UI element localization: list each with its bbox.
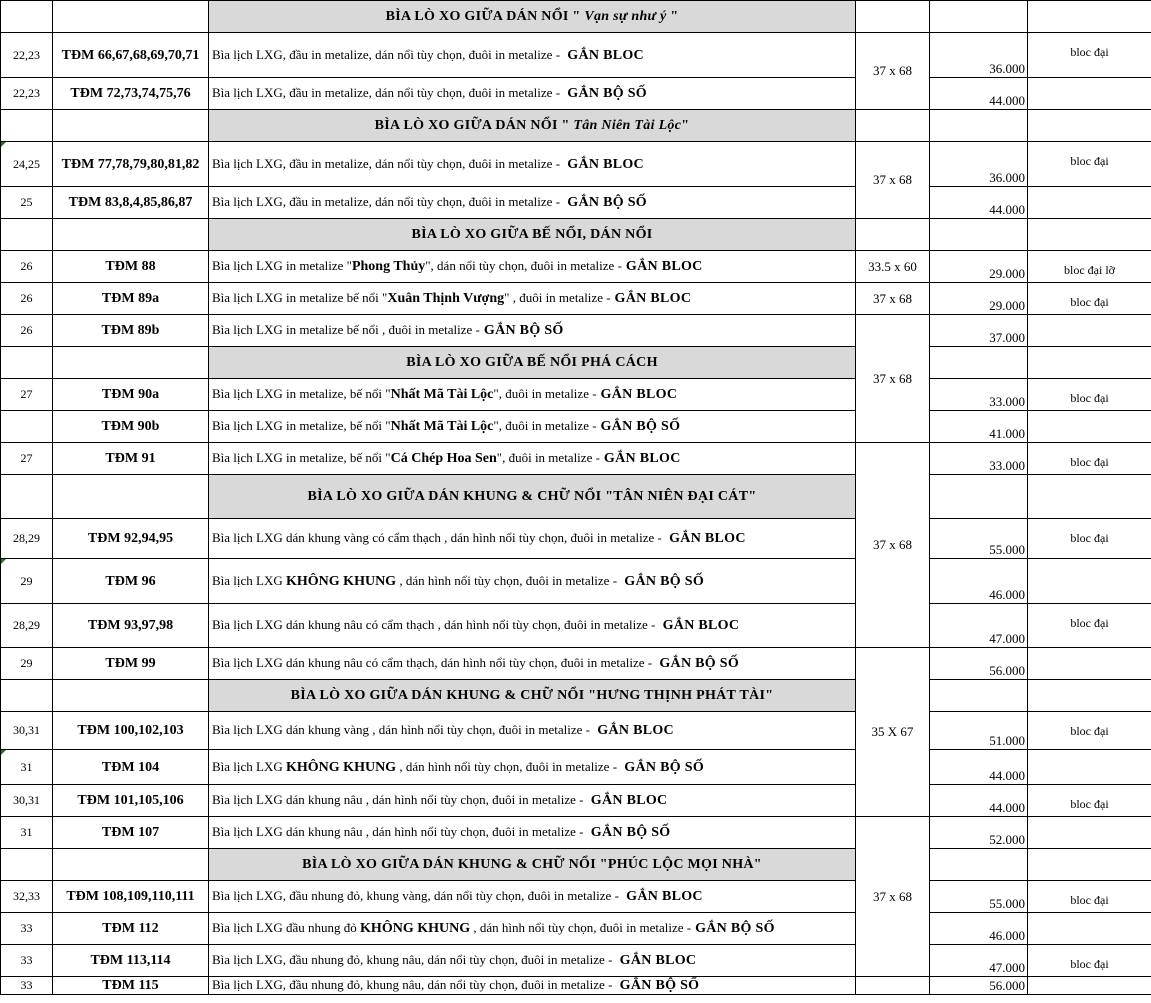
attachment-label: GẮN BLOC	[600, 387, 678, 402]
price-cell: 47.000	[930, 604, 1028, 648]
product-description	[209, 648, 856, 680]
section-row	[1, 1, 1151, 33]
description-text: Bìa lịch LXG in metalize bế nổi , đuôi in metalize -	[212, 322, 480, 337]
section-row	[1, 219, 1151, 251]
description-text: Bìa lịch LXG, đầu in metalize, dán nổi tùy chọn, đuôi in metalize -	[212, 155, 564, 171]
size-cell	[856, 110, 930, 142]
attachment-label: GẮN BỘ SỐ	[567, 195, 647, 210]
note-cell	[1028, 817, 1151, 849]
product-description	[209, 315, 856, 347]
note-cell	[1028, 411, 1151, 443]
description-bold: Nhất Mã Tài Lộc	[390, 419, 494, 434]
table-row	[1, 33, 1151, 78]
table-row	[1, 251, 1151, 283]
table-row	[1, 187, 1151, 219]
description-bold: Phong Thủy	[351, 259, 426, 274]
product-description	[209, 379, 856, 411]
section-title-prefix: BÌA LÒ XO GIỮA BẾ NỔI, DÁN NỔI	[411, 226, 653, 242]
price-cell: 33.000	[930, 443, 1028, 475]
price-cell: 44.000	[930, 187, 1028, 219]
size-cell: 37 x 68	[856, 443, 930, 648]
code-cell	[53, 849, 209, 881]
product-description	[209, 519, 856, 559]
page-number: 24,25	[1, 142, 53, 187]
note-cell	[1028, 1, 1151, 33]
note-cell	[1028, 648, 1151, 680]
size-cell: 37 x 68	[856, 142, 930, 219]
page-number: 26	[1, 283, 53, 315]
page-number: 22,23	[1, 33, 53, 78]
note-cell: bloc đại	[1028, 881, 1151, 913]
section-title-prefix: BÌA LÒ XO GIỮA DÁN NỔI "	[374, 117, 574, 133]
section-title-prefix: BÌA LÒ XO GIỮA DÁN KHUNG & CHỮ NỔI "TÂN NIÊN ĐẠI CÁT"	[307, 488, 757, 504]
page-number: 33	[1, 977, 53, 995]
size-cell	[856, 977, 930, 995]
description-text: Bìa lịch LXG in metalize, bế nổi "	[212, 450, 391, 465]
attachment-label: GẮN BLOC	[603, 451, 681, 466]
page-number: 26	[1, 315, 53, 347]
product-description	[209, 913, 856, 945]
page-number: 29	[1, 648, 53, 680]
description-text: Bìa lịch LXG in metalize "	[212, 258, 352, 273]
price-cell: 55.000	[930, 881, 1028, 913]
table-row	[1, 881, 1151, 913]
price-cell: 29.000	[930, 251, 1028, 283]
description-text-tail: ", dán nổi tùy chọn, đuôi in metalize -	[425, 258, 622, 273]
section-row	[1, 849, 1151, 881]
product-description	[209, 559, 856, 604]
size-cell	[856, 1, 930, 33]
product-description	[209, 78, 856, 110]
table-row	[1, 78, 1151, 110]
description-bold: Xuân Thịnh Vượng	[387, 291, 505, 306]
size-cell: 37 x 68	[856, 33, 930, 110]
section-title-prefix: BÌA LÒ XO GIỮA DÁN KHUNG & CHỮ NỔI "PHÚC LỘC MỌI NHÀ"	[302, 856, 762, 872]
attachment-label: GẮN BỘ SỐ	[567, 86, 647, 101]
note-cell: bloc đại	[1028, 785, 1151, 817]
attachment-label: GẮN BLOC	[567, 47, 644, 63]
description-text-tail: , dán hình nổi tùy chọn, đuôi in metalize -	[396, 758, 621, 774]
table-row	[1, 142, 1151, 187]
table-row	[1, 315, 1151, 347]
product-description	[209, 411, 856, 443]
attachment-label: GẮN BỘ SỐ	[659, 656, 740, 671]
size-cell: 37 x 68	[856, 315, 930, 443]
table-row	[1, 559, 1151, 604]
page-number: 27	[1, 379, 53, 411]
table-row	[1, 648, 1151, 680]
product-code: TĐM 96	[53, 559, 209, 604]
note-cell: bloc đại	[1028, 443, 1151, 475]
product-code: TĐM 90a	[53, 379, 209, 411]
product-code: TĐM 92,94,95	[53, 519, 209, 559]
code-cell	[53, 110, 209, 142]
price-cell: 29.000	[930, 283, 1028, 315]
product-code: TĐM 108,109,110,111	[53, 881, 209, 913]
description-text: Bìa lịch LXG dán khung vàng , dán hình nổi tùy chọn, đuôi in metalize -	[212, 722, 594, 737]
page-number: 32,33	[1, 881, 53, 913]
price-cell	[1028, 475, 1151, 519]
note-cell	[1028, 110, 1151, 142]
note-cell	[1028, 219, 1151, 251]
price-cell: 56.000	[930, 977, 1028, 995]
page-cell	[1, 475, 53, 519]
note-cell: bloc đại	[1028, 283, 1151, 315]
description-text: Bìa lịch LXG dán khung nâu có cẩm thạch, dán hình nổi tùy chọn, đuôi in metalize -	[212, 655, 656, 670]
note-cell: bloc đại	[1028, 142, 1151, 187]
table-row	[1, 519, 1151, 559]
section-title-italic: Tân Niên Tài Lộc	[573, 117, 682, 133]
table-row	[1, 785, 1151, 817]
page-number: 22,23	[1, 78, 53, 110]
section-row	[1, 475, 1151, 519]
code-cell	[53, 1, 209, 33]
description-text-tail: " , đuôi in metalize -	[504, 290, 611, 305]
size-cell: 37 x 68	[856, 283, 930, 315]
description-bold: Cá Chép Hoa Sen	[390, 451, 497, 466]
section-title-italic: Vạn sự như ý	[584, 8, 667, 24]
page-number: 31	[1, 817, 53, 849]
section-row	[1, 680, 1151, 712]
product-code: TĐM 77,78,79,80,81,82	[53, 142, 209, 187]
price-cell: 36.000	[930, 33, 1028, 78]
attachment-label: GẮN BLOC	[614, 291, 692, 306]
size-cell	[930, 347, 1028, 379]
description-text-tail: , dán hình nổi tùy chọn, đuôi in metalize -	[470, 920, 692, 935]
product-code: TĐM 90b	[53, 411, 209, 443]
page-cell	[1, 219, 53, 251]
size-cell	[930, 680, 1028, 712]
section-title-prefix: BÌA LÒ XO GIỮA BẾ NỔI PHÁ CÁCH	[406, 354, 658, 370]
product-code: TĐM 93,97,98	[53, 604, 209, 648]
section-title	[209, 347, 856, 379]
product-code: TĐM 89b	[53, 315, 209, 347]
description-text: Bìa lịch LXG đầu nhung đỏ	[212, 920, 361, 935]
table-row	[1, 977, 1151, 995]
description-text: Bìa lịch LXG, đầu in metalize, dán nổi tùy chọn, đuôi in metalize -	[212, 194, 564, 209]
product-code: TĐM 101,105,106	[53, 785, 209, 817]
price-cell: 37.000	[930, 315, 1028, 347]
description-text-tail: , dán hình nổi tùy chọn, đuôi in metalize -	[396, 572, 621, 588]
description-text: Bìa lịch LXG dán khung vàng có cẩm thạch , dán hình nổi tùy chọn, đuôi in metalize -	[212, 530, 666, 545]
price-cell: 51.000	[930, 712, 1028, 750]
table-row	[1, 913, 1151, 945]
attachment-label: GẮN BLOC	[619, 953, 697, 968]
attachment-label: GẮN BỘ SỐ	[619, 978, 700, 993]
description-bold: KHÔNG KHUNG	[286, 759, 397, 775]
product-code: TĐM 107	[53, 817, 209, 849]
table-row	[1, 379, 1151, 411]
page-number: 31	[1, 750, 53, 785]
product-description	[209, 817, 856, 849]
note-cell: bloc đại	[1028, 379, 1151, 411]
note-cell: bloc đại	[1028, 33, 1151, 78]
section-title	[209, 680, 856, 712]
page-number: 33	[1, 945, 53, 977]
price-cell	[1028, 347, 1151, 379]
note-cell	[1028, 315, 1151, 347]
product-code: TĐM 83,8,4,85,86,87	[53, 187, 209, 219]
attachment-label: GẮN BLOC	[626, 889, 703, 904]
table-row	[1, 945, 1151, 977]
price-cell: 52.000	[930, 817, 1028, 849]
description-text: Bìa lịch LXG in metalize, bế nổi "	[212, 386, 391, 401]
section-row	[1, 110, 1151, 142]
size-cell	[930, 475, 1028, 519]
note-cell: bloc đại	[1028, 945, 1151, 977]
page-number: 28,29	[1, 604, 53, 648]
note-cell: bloc đại	[1028, 519, 1151, 559]
product-description	[209, 142, 856, 187]
product-code: TĐM 66,67,68,69,70,71	[53, 33, 209, 78]
table-row	[1, 283, 1151, 315]
description-bold: Nhất Mã Tài Lộc	[390, 387, 494, 402]
page-cell	[1, 110, 53, 142]
attachment-label: GẮN BLOC	[669, 531, 746, 546]
section-title-prefix: BÌA LÒ XO GIỮA DÁN NỔI "	[385, 8, 585, 24]
section-title	[209, 475, 856, 519]
description-text: Bìa lịch LXG, đầu in metalize, dán nổi tùy chọn, đuôi in metalize -	[212, 85, 564, 100]
product-description	[209, 945, 856, 977]
page-number: 28,29	[1, 519, 53, 559]
product-code: TĐM 115	[53, 977, 209, 995]
attachment-label: GẮN BỘ SỐ	[600, 419, 681, 434]
code-cell	[53, 475, 209, 519]
price-cell: 33.000	[930, 379, 1028, 411]
note-cell: bloc đại lỡ	[1028, 251, 1151, 283]
note-cell	[1028, 187, 1151, 219]
price-cell: 44.000	[930, 78, 1028, 110]
price-cell: 56.000	[930, 648, 1028, 680]
product-code: TĐM 99	[53, 648, 209, 680]
attachment-label: GẮN BỘ SỐ	[695, 921, 775, 936]
price-cell	[930, 219, 1028, 251]
product-code: TĐM 72,73,74,75,76	[53, 78, 209, 110]
code-cell	[53, 680, 209, 712]
product-description	[209, 977, 856, 995]
price-cell	[1028, 849, 1151, 881]
description-text: Bìa lịch LXG, đầu nhung đỏ, khung vàng, dán nổi tùy chọn, đuôi in metalize -	[212, 888, 623, 903]
product-code: TĐM 88	[53, 251, 209, 283]
price-cell	[1028, 680, 1151, 712]
attachment-label: GẮN BLOC	[625, 259, 703, 274]
page-cell	[1, 1, 53, 33]
description-text: Bìa lịch LXG in metalize, bế nổi "	[212, 418, 391, 433]
table-row	[1, 817, 1151, 849]
section-row	[1, 347, 1151, 379]
attachment-label: GẮN BỘ SỐ	[590, 825, 671, 840]
page-number: 27	[1, 443, 53, 475]
product-code: TĐM 104	[53, 750, 209, 785]
note-cell	[1028, 913, 1151, 945]
note-cell	[1028, 750, 1151, 785]
price-cell: 44.000	[930, 750, 1028, 785]
page-number: 33	[1, 913, 53, 945]
product-description	[209, 881, 856, 913]
description-text: Bìa lịch LXG, đầu in metalize, dán nổi tùy chọn, đuôi in metalize -	[212, 46, 564, 62]
section-title-suffix: "	[681, 117, 690, 133]
section-title	[209, 219, 856, 251]
page-number: 30,31	[1, 785, 53, 817]
size-cell: 35 X 67	[856, 648, 930, 817]
section-title-prefix: BÌA LÒ XO GIỮA DÁN KHUNG & CHỮ NỔI "HƯNG THỊNH PHÁT TÀI"	[290, 687, 774, 703]
product-code: TĐM 89a	[53, 283, 209, 315]
size-cell	[930, 849, 1028, 881]
product-description	[209, 33, 856, 78]
description-text-tail: ", đuôi in metalize -	[496, 450, 600, 465]
description-text: Bìa lịch LXG dán khung nâu có cẩm thạch , dán hình nổi tùy chọn, đuôi in metalize -	[212, 617, 659, 632]
note-cell	[1028, 559, 1151, 604]
product-code: TĐM 100,102,103	[53, 712, 209, 750]
product-code: TĐM 113,114	[53, 945, 209, 977]
price-cell: 44.000	[930, 785, 1028, 817]
description-text: Bìa lịch LXG, đầu nhung đỏ, khung nâu, dán nổi tùy chọn, đuôi in metalize -	[212, 952, 616, 967]
price-cell: 46.000	[930, 559, 1028, 604]
table-row	[1, 443, 1151, 475]
code-cell	[53, 347, 209, 379]
attachment-label: GẮN BLOC	[597, 723, 674, 738]
product-description	[209, 785, 856, 817]
product-code: TĐM 112	[53, 913, 209, 945]
description-text-tail: ", đuôi in metalize -	[493, 386, 597, 401]
description-text: Bìa lịch LXG	[212, 572, 287, 588]
table-row	[1, 712, 1151, 750]
price-cell: 47.000	[930, 945, 1028, 977]
product-description	[209, 443, 856, 475]
description-text: Bìa lịch LXG	[212, 758, 287, 774]
page-number: 30,31	[1, 712, 53, 750]
attachment-label: GẮN BỘ SỐ	[483, 323, 564, 338]
price-cell: 46.000	[930, 913, 1028, 945]
product-description	[209, 187, 856, 219]
description-bold: KHÔNG KHUNG	[286, 573, 397, 589]
description-text: Bìa lịch LXG dán khung nâu , dán hình nổi tùy chọn, đuôi in metalize -	[212, 792, 587, 807]
page-cell	[1, 347, 53, 379]
table-row	[1, 750, 1151, 785]
page-number: 26	[1, 251, 53, 283]
attachment-label: GẮN BỘ SỐ	[624, 573, 705, 589]
code-cell	[53, 219, 209, 251]
attachment-label: GẮN BLOC	[662, 618, 740, 633]
size-cell: 37 x 68	[856, 817, 930, 977]
price-cell	[930, 110, 1028, 142]
page-number	[1, 411, 53, 443]
section-title-suffix: "	[666, 8, 679, 24]
table-row	[1, 604, 1151, 648]
product-description	[209, 712, 856, 750]
table-row	[1, 411, 1151, 443]
note-cell	[1028, 977, 1151, 995]
section-title	[209, 1, 856, 33]
note-cell: bloc đại	[1028, 604, 1151, 648]
section-title	[209, 110, 856, 142]
note-cell	[1028, 78, 1151, 110]
note-cell: bloc đại	[1028, 712, 1151, 750]
price-cell	[930, 1, 1028, 33]
description-text: Bìa lịch LXG in metalize bế nổi "	[212, 290, 388, 305]
product-description	[209, 283, 856, 315]
description-text: Bìa lịch LXG dán khung nâu , dán hình nổi tùy chọn, đuôi in metalize -	[212, 824, 587, 839]
attachment-label: GẮN BỘ SỐ	[624, 759, 705, 775]
size-cell	[856, 219, 930, 251]
description-bold: KHÔNG KHUNG	[360, 921, 471, 936]
page-cell	[1, 680, 53, 712]
product-description	[209, 251, 856, 283]
attachment-label: GẮN BLOC	[590, 793, 668, 808]
size-cell: 33.5 x 60	[856, 251, 930, 283]
page-number: 29	[1, 559, 53, 604]
price-cell: 36.000	[930, 142, 1028, 187]
product-description	[209, 750, 856, 785]
page-number: 25	[1, 187, 53, 219]
description-text: Bìa lịch LXG, đầu nhung đỏ, khung nâu, dán nổi tùy chọn, đuôi in metalize -	[212, 977, 616, 992]
price-cell: 55.000	[930, 519, 1028, 559]
price-cell: 41.000	[930, 411, 1028, 443]
product-code: TĐM 91	[53, 443, 209, 475]
description-text-tail: ", đuôi in metalize -	[493, 418, 597, 433]
attachment-label: GẮN BLOC	[567, 156, 644, 172]
section-title	[209, 849, 856, 881]
product-description	[209, 604, 856, 648]
page-cell	[1, 849, 53, 881]
